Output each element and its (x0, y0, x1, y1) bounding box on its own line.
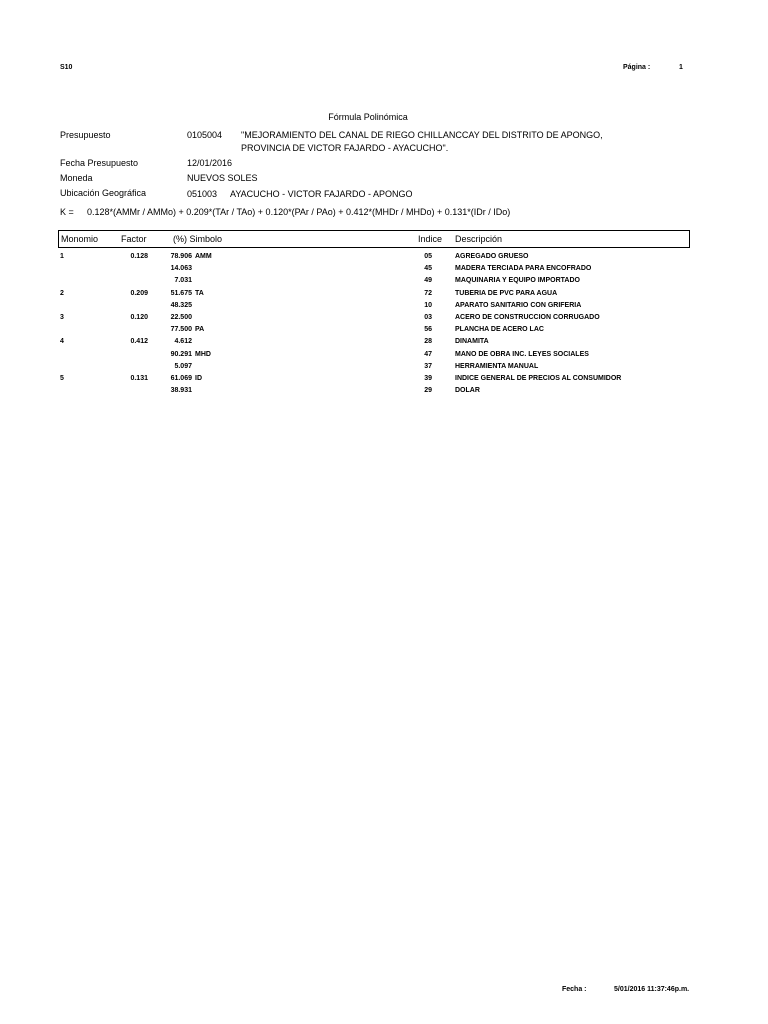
table-row (0, 277, 768, 289)
cell-simbolo: MHD (195, 350, 211, 358)
footer-fecha-value: 5/01/2016 11:37:46p.m. (614, 986, 690, 993)
fecha-presupuesto-label: Fecha Presupuesto (60, 158, 139, 168)
moneda-label: Moneda (60, 173, 93, 183)
formula-value: 0.128*(AMMr / AMMo) + 0.209*(TAr / TAo) + 0.120*(PAr / PAo) + 0.412*(MHDr / MHDo) + 0.131*(IDr / IDo) (87, 207, 511, 217)
cell-indice: 05 (424, 253, 432, 260)
cell-descripcion: ACERO DE CONSTRUCCION CORRUGADO (455, 314, 600, 321)
cell-descripcion: TUBERIA DE PVC PARA AGUA (455, 289, 558, 297)
cell-descripcion: DINAMITA (455, 338, 489, 346)
header-factor: Factor (121, 234, 147, 244)
presupuesto-label: Presupuesto (60, 130, 111, 140)
document-title: Fórmula Polinómica (328, 112, 408, 122)
table-row (0, 387, 768, 399)
table-row (0, 302, 768, 314)
header-pct-simbolo: (%) Simbolo (173, 234, 223, 244)
cell-monomio: 5 (60, 375, 64, 382)
cell-pct: 78.906 (170, 253, 192, 260)
cell-pct: 5.097 (174, 362, 192, 370)
cell-indice: 45 (424, 265, 432, 273)
cell-descripcion: MAQUINARIA Y EQUIPO IMPORTADO (455, 277, 580, 285)
table-row (0, 363, 768, 375)
cell-indice: 29 (424, 387, 432, 395)
header-indice: Indice (418, 234, 443, 244)
table-row (0, 265, 768, 277)
table-row (0, 290, 768, 302)
page-number: 1 (679, 64, 683, 71)
ubicacion-label: Ubicación Geográfica (60, 188, 147, 198)
cell-monomio: 3 (60, 314, 64, 321)
header-descripcion: Descripción (455, 234, 503, 244)
table-row (0, 338, 768, 350)
cell-indice: 10 (424, 301, 432, 309)
cell-pct: 4.612 (174, 338, 192, 346)
cell-simbolo: ID (195, 375, 202, 382)
cell-indice: 03 (424, 314, 432, 321)
cell-simbolo: TA (195, 289, 204, 297)
page-label: Página : (623, 64, 651, 71)
cell-factor: 0.412 (130, 338, 148, 346)
moneda-value: NUEVOS SOLES (187, 173, 258, 183)
presupuesto-desc-line1: "MEJORAMIENTO DEL CANAL DE RIEGO CHILLANCCAY DEL DISTRITO DE APONGO, (241, 130, 603, 140)
cell-monomio: 4 (60, 338, 64, 346)
cell-factor: 0.209 (130, 289, 148, 297)
cell-monomio: 2 (60, 289, 64, 297)
cell-pct: 22.500 (170, 314, 192, 321)
table-row (0, 253, 768, 265)
system-label: S10 (60, 64, 73, 71)
ubicacion-value: AYACUCHO - VICTOR FAJARDO - APONGO (230, 189, 413, 199)
fecha-presupuesto-value: 12/01/2016 (187, 158, 233, 168)
cell-descripcion: MADERA TERCIADA PARA ENCOFRADO (455, 265, 592, 273)
cell-pct: 90.291 (170, 350, 192, 358)
table-row (0, 351, 768, 363)
cell-descripcion: APARATO SANITARIO CON GRIFERIA (455, 301, 582, 309)
cell-descripcion: MANO DE OBRA INC. LEYES SOCIALES (455, 350, 589, 358)
cell-indice: 39 (424, 375, 432, 382)
cell-factor: 0.128 (130, 253, 148, 260)
cell-pct: 51.675 (170, 289, 192, 297)
cell-simbolo: AMM (195, 253, 212, 260)
cell-descripcion: HERRAMIENTA MANUAL (455, 362, 539, 370)
cell-indice: 49 (424, 277, 432, 285)
cell-pct: 61.069 (170, 375, 192, 382)
cell-pct: 7.031 (174, 277, 192, 285)
footer-fecha-label: Fecha : (562, 986, 587, 993)
cell-descripcion: AGREGADO GRUESO (455, 253, 529, 260)
cell-descripcion: PLANCHA DE ACERO LAC (455, 326, 544, 334)
header-monomio: Monomio (61, 234, 99, 244)
table-row (0, 314, 768, 326)
cell-monomio: 1 (60, 253, 64, 260)
table-row (0, 326, 768, 338)
cell-simbolo: PA (195, 326, 205, 334)
cell-factor: 0.131 (130, 375, 148, 382)
cell-indice: 37 (424, 362, 432, 370)
cell-descripcion: DOLAR (455, 387, 480, 395)
cell-pct: 14.063 (170, 265, 192, 273)
cell-pct: 77.500 (170, 326, 192, 334)
ubicacion-code: 051003 (187, 189, 218, 199)
cell-descripcion: INDICE GENERAL DE PRECIOS AL CONSUMIDOR (455, 375, 622, 382)
cell-factor: 0.120 (130, 314, 148, 321)
cell-indice: 56 (424, 326, 432, 334)
cell-pct: 38.931 (170, 387, 192, 395)
presupuesto-code: 0105004 (187, 130, 223, 140)
table-row (0, 375, 768, 387)
cell-indice: 47 (424, 350, 432, 358)
cell-indice: 72 (424, 289, 432, 297)
formula-label: K = (60, 207, 74, 217)
cell-indice: 28 (424, 338, 432, 346)
table-header (58, 230, 690, 248)
cell-pct: 48.325 (170, 301, 192, 309)
presupuesto-desc-line2: PROVINCIA DE VICTOR FAJARDO - AYACUCHO". (241, 143, 449, 153)
